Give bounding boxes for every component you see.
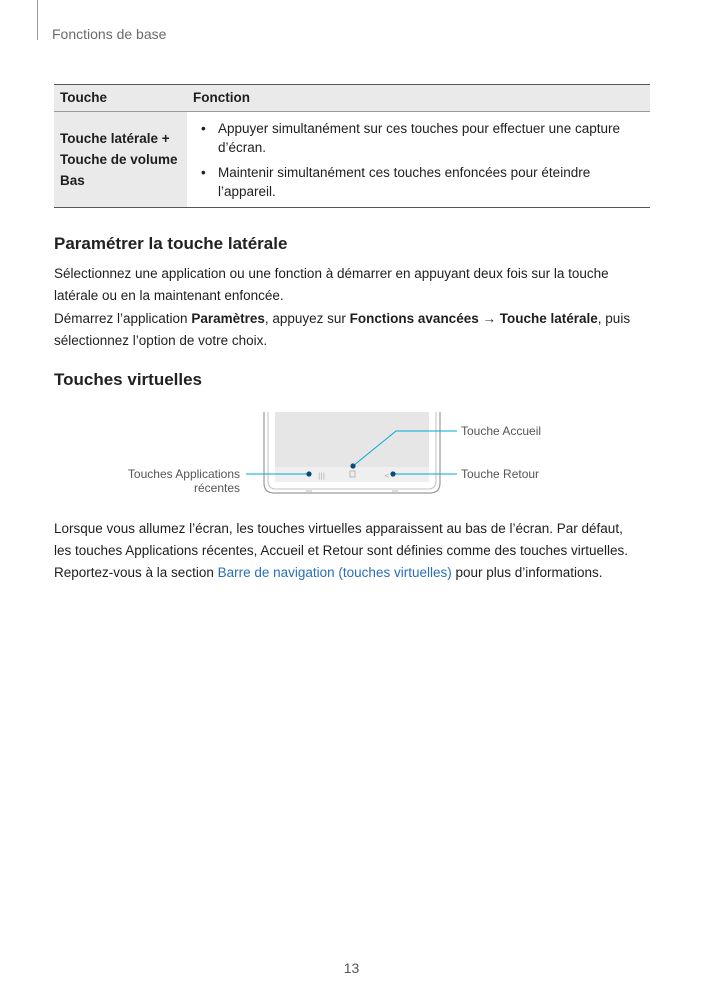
section-heading: Touches virtuelles <box>54 370 203 389</box>
key-line: Touche latérale + <box>60 131 170 146</box>
column-header-key: Touche <box>54 85 187 112</box>
bullet-glyph: • <box>201 165 206 180</box>
paragraph <box>54 308 654 352</box>
ui-term: Paramètres <box>191 311 265 326</box>
text-run: Démarrez l’application <box>54 311 192 326</box>
bullet-glyph: • <box>201 121 206 136</box>
column-header-function: Fonction <box>187 85 650 112</box>
bullet-item <box>201 119 644 157</box>
bullet-line: Appuyer simultanément sur ces touches pour effectuer une capture <box>218 121 620 136</box>
key-line: Touche de volume <box>60 152 178 167</box>
arrow-glyph: → <box>478 311 500 326</box>
function-cell <box>187 112 650 208</box>
text-line: latérale ou en la maintenant enfoncée. <box>54 288 284 303</box>
text-run: , appuyez sur <box>264 311 350 326</box>
back-callout-dot <box>390 471 395 476</box>
callout-recent-label <box>128 467 240 495</box>
home-callout-dot <box>350 463 355 468</box>
text-run: pour plus d’informations. <box>451 565 603 580</box>
key-cell <box>54 112 187 208</box>
text-line: les touches Applications récentes, Accueil et Retour sont définies comme des touches virtuelles. <box>54 543 629 558</box>
ui-term: Touche latérale <box>499 311 598 326</box>
callout-back-label: Touche Retour <box>461 467 540 481</box>
recent-apps-key-icon: ||| <box>318 472 326 480</box>
bullet-item <box>201 163 644 201</box>
table-header-row <box>54 85 650 112</box>
callout-line: Touches Applications <box>127 467 240 481</box>
margin-rule <box>37 0 38 40</box>
virtual-keys-illustration <box>0 405 703 505</box>
paragraph <box>54 518 674 584</box>
ui-term: Fonctions avancées <box>349 311 479 326</box>
key-line: Bas <box>60 173 85 188</box>
recent-callout-dot <box>306 471 311 476</box>
bullet-line: Maintenir simultanément ces touches enfoncées pour éteindre <box>218 165 591 180</box>
text-line: Lorsque vous allumez l’écran, les touches virtuelles apparaissent au bas de l’écran. Par défaut, <box>54 521 623 536</box>
text-run: Reportez-vous à la section <box>54 565 218 580</box>
text-line: Sélectionnez une application ou une fonction à démarrer en appuyant deux fois sur la touche <box>54 266 609 281</box>
callout-home-label: Touche Accueil <box>461 424 542 438</box>
text-line: sélectionnez l’option de votre choix. <box>54 333 268 348</box>
device-drawing <box>0 405 703 505</box>
callout-line: récentes <box>193 481 240 495</box>
paragraph <box>54 263 654 307</box>
table-row <box>54 112 650 208</box>
text-run: , puis <box>597 311 631 326</box>
section-heading: Paramétrer la touche latérale <box>54 234 288 253</box>
key-function-table <box>54 84 650 208</box>
bullet-line: l’appareil. <box>218 184 276 199</box>
navigation-bar-link[interactable]: Barre de navigation (touches virtuelles) <box>217 565 452 580</box>
section-title: Fonctions de base <box>52 26 167 42</box>
page-number: 13 <box>343 960 360 976</box>
bullet-line: d’écran. <box>218 140 267 155</box>
back-key-icon: < <box>384 472 390 480</box>
